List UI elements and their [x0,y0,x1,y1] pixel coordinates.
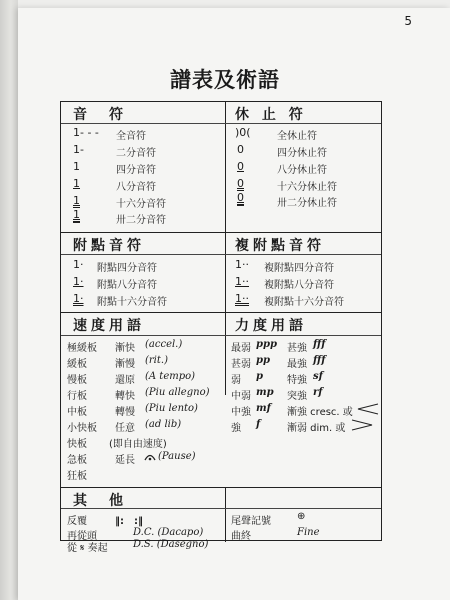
notes-header: 音 符 [73,107,127,123]
dynamics-term: 特強 [287,375,307,386]
rest-symbol: 0 [237,160,244,173]
tempo-term: 極緩板 [67,343,97,354]
rest-label: 四分休止符 [277,148,327,159]
coda-icon: ⊕ [297,511,306,522]
double-dotted-label: 複附點四分音符 [264,263,334,274]
note-symbol: 1 [73,194,80,207]
tempo-term: 漸快 [115,343,135,354]
dynamics-mark: mf [256,403,271,414]
tempo-term: 轉快 [115,391,135,402]
column-divider-top [225,102,226,395]
fermata-icon [144,452,156,462]
dynamics-term: 中強 [231,407,251,418]
rest-label: 卅二分休止符 [277,198,337,209]
other-term-italian: Fine [297,527,320,538]
rests-header: 休 止 符 [235,107,307,123]
note-label: 八分音符 [116,182,156,193]
dynamics-mark: sf [313,371,323,382]
dotted-label: 附點八分音符 [97,280,157,291]
other-term: 尾聲記號 [231,516,271,527]
tempo-term: 延長 [115,455,135,466]
tempo-term-italian: (A tempo) [145,371,196,382]
dynamics-term: 漸強 cresc. 或 [287,407,353,418]
other-term: 反覆 [67,516,87,527]
note-symbol: 1- - - [73,126,99,139]
dynamics-term: 強 [231,423,241,434]
tempo-term: 中板 [67,407,87,418]
page-title: 譜表及術語 [170,67,280,92]
dynamics-mark: rf [313,387,323,398]
dynamics-header: 力度用語 [235,318,307,334]
note-label: 四分音符 [116,165,156,176]
dynamics-mark: ppp [256,339,277,350]
note-symbol: 1 [73,177,80,190]
crescendo-hairpin-icon [357,403,379,415]
dynamics-term: 漸弱 dim. 或 [287,423,346,434]
dynamics-mark: f [256,419,261,430]
row-divider [61,312,381,313]
dynamics-mark: pp [256,355,270,366]
other-term: 再從頭 [67,531,97,542]
note-symbol: 1- [73,143,84,156]
row-divider [61,335,381,336]
terminology-table [60,101,382,554]
dynamics-term: 甚強 [287,343,307,354]
tempo-term: 行板 [67,391,87,402]
dynamics-mark: mp [256,387,274,398]
tempo-term-italian: (Piu allegno) [145,387,210,398]
tempo-term: 快板 [67,439,87,450]
dynamics-term: 突強 [287,391,307,402]
tempo-term: 任意 [115,423,135,434]
double-dotted-label: 複附點八分音符 [264,280,334,291]
other-header: 其 他 [73,493,127,509]
other-term: 從 𝄋 奏起 [67,543,108,554]
decrescendo-hairpin-icon [351,419,373,431]
double-dotted-symbol: 1·· [235,258,249,271]
dynamics-term: 中弱 [231,391,251,402]
rest-symbol: )0( [235,126,251,139]
note-label: 十六分音符 [116,199,166,210]
tempo-term-italian: (accel.) [145,339,183,350]
note-label: 卅二分音符 [116,215,166,226]
note-symbol: 1 [73,160,80,173]
row-divider [61,487,381,488]
dotted-label: 附點四分音符 [97,263,157,274]
tempo-term: (即自由速度) [109,439,167,450]
dotted-symbol: 1· [73,292,84,305]
dynamics-mark: fff [313,339,326,350]
dotted-notes-header: 附點音符 [73,238,145,254]
other-term: 曲終 [231,531,251,542]
double-dotted-label: 複附點十六分音符 [264,297,344,308]
dotted-label: 附點十六分音符 [97,297,167,308]
dotted-symbol: 1· [73,275,84,288]
note-label: 全音符 [116,131,146,142]
rest-label: 八分休止符 [277,165,327,176]
note-symbol: 1 [73,208,80,221]
page-number: 5 [404,14,412,28]
dynamics-term: 最弱 [231,343,251,354]
tempo-term-italian: (ad lib) [145,419,182,430]
repeat-sign: ‖: :‖ [115,516,143,527]
dynamics-term: 最強 [287,359,307,370]
column-divider-bottom [225,487,226,542]
note-label: 二分音符 [116,148,156,159]
rest-symbol: 0 [237,143,244,156]
rest-label: 全休止符 [277,131,317,142]
tempo-term: 狂板 [67,471,87,482]
rest-label: 十六分休止符 [277,182,337,193]
rest-symbol: 0 [237,177,244,190]
row-divider [61,232,381,233]
tempo-term-italian: (rit.) [145,355,168,366]
dotted-symbol: 1· [73,258,84,271]
double-dotted-symbol: 1·· [235,275,249,288]
dynamics-term: 甚弱 [231,359,251,370]
dynamics-mark: fff [313,355,326,366]
double-dotted-header: 複附點音符 [235,238,325,254]
tempo-term-italian: (Piu lento) [145,403,198,414]
dynamics-mark: p [256,371,263,382]
tempo-term-italian: (Pause) [158,451,196,462]
tempo-term: 還原 [115,375,135,386]
tempo-term: 漸慢 [115,359,135,370]
tempo-term: 急板 [67,455,87,466]
tempo-term: 轉慢 [115,407,135,418]
other-term-italian: D.S. (Dasegno) [133,539,209,550]
tempo-header: 速度用語 [73,318,145,334]
dynamics-term: 弱 [231,375,241,386]
tempo-term: 緩板 [67,359,87,370]
rest-symbol: 0 [237,191,244,204]
tempo-term: 慢板 [67,375,87,386]
tempo-term: 小快板 [67,423,97,434]
double-dotted-symbol: 1·· [235,292,249,305]
other-term-italian: D.C. (Dacapo) [133,527,204,538]
